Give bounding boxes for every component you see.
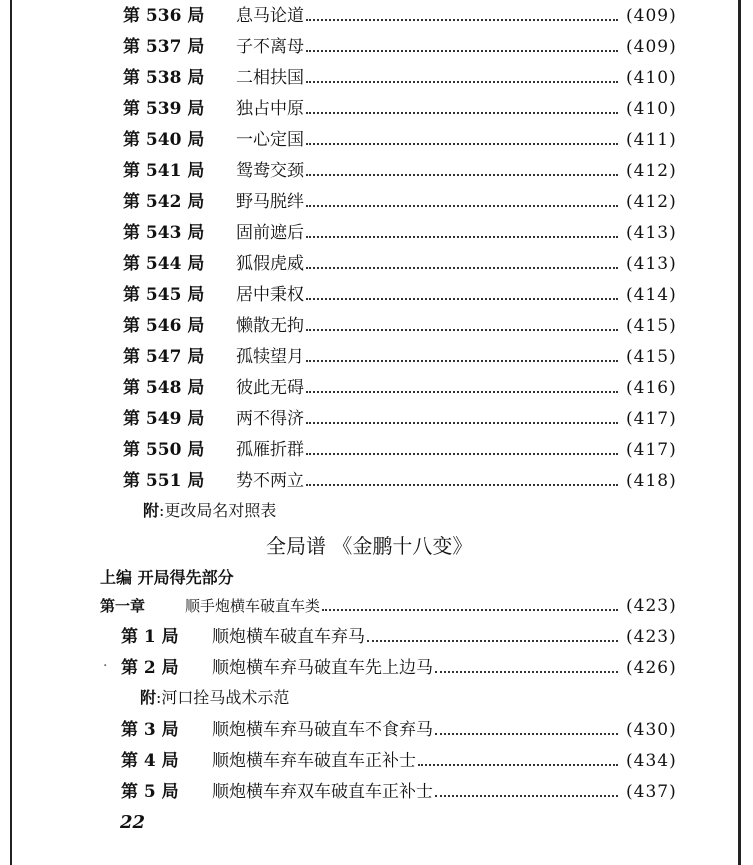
entry-number: 第 539 局	[123, 99, 205, 119]
toc-entry	[0, 64, 753, 92]
toc-entry	[0, 654, 753, 682]
entry-title: 两不得济	[236, 409, 304, 429]
section-title: 全局谱 《金鹏十八变》	[266, 534, 473, 558]
leader-dots	[306, 81, 618, 83]
appendix-note-river-tactic: 附:河口拴马战术示范	[140, 688, 290, 707]
toc-entry	[0, 436, 753, 464]
entry-title: 居中秉权	[236, 285, 304, 305]
entry-page: (415)	[626, 347, 677, 367]
leader-dots	[306, 267, 618, 269]
entry-title: 势不两立	[236, 471, 304, 491]
entry-page: (410)	[626, 68, 677, 88]
leader-dots	[306, 236, 618, 238]
entry-title: 顺炮横车破直车弃马	[212, 627, 365, 647]
entry-page: (415)	[626, 316, 677, 336]
entry-number: 第 5 局	[121, 782, 179, 802]
entry-page: (413)	[626, 254, 677, 274]
entry-title: 彼此无碍	[236, 378, 304, 398]
entry-page: (417)	[626, 409, 677, 429]
entry-page: (411)	[626, 130, 677, 150]
entry-title: 孤雁折群	[236, 440, 304, 460]
toc-entry	[0, 467, 753, 495]
leader-dots	[322, 609, 618, 611]
entry-title: 独占中原	[236, 99, 304, 119]
toc-entry	[0, 188, 753, 216]
entry-page: (418)	[626, 471, 677, 491]
leader-dots	[367, 640, 618, 642]
toc-entry	[0, 312, 753, 340]
entry-number: 第 542 局	[123, 192, 205, 212]
leader-dots	[306, 329, 618, 331]
toc-entry	[0, 747, 753, 775]
entry-page: (412)	[626, 161, 677, 181]
entry-number: 第 548 局	[123, 378, 205, 398]
entry-page: (409)	[626, 6, 677, 26]
entry-page: (412)	[626, 192, 677, 212]
leader-dots	[306, 19, 618, 21]
entry-number: 第 549 局	[123, 409, 205, 429]
entry-number: 第 4 局	[121, 751, 179, 771]
entry-title: 二相扶国	[236, 68, 304, 88]
leader-dots	[306, 360, 618, 362]
page-number: 22	[120, 812, 146, 833]
toc-entry	[0, 95, 753, 123]
entry-number: 第 545 局	[123, 285, 205, 305]
entry-page: (413)	[626, 223, 677, 243]
leader-dots	[306, 298, 618, 300]
entry-title: 懒散无拘	[236, 316, 304, 336]
toc-entry	[0, 2, 753, 30]
entry-number: 第 538 局	[123, 68, 205, 88]
entry-title: 鸳鸯交颈	[236, 161, 304, 181]
entry-number: 第 541 局	[123, 161, 205, 181]
toc-entry	[0, 219, 753, 247]
entry-title: 孤犊望月	[236, 347, 304, 367]
toc-entry	[0, 281, 753, 309]
leader-dots	[306, 112, 618, 114]
entry-page: (409)	[626, 37, 677, 57]
entry-title: 顺炮横车弃车破直车正补士	[212, 751, 416, 771]
entry-title: 野马脱绊	[236, 192, 304, 212]
toc-entry	[0, 343, 753, 371]
leader-dots	[306, 391, 618, 393]
leader-dots	[306, 50, 618, 52]
entry-number: 第 550 局	[123, 440, 205, 460]
entry-page: (416)	[626, 378, 677, 398]
toc-entry	[0, 778, 753, 806]
leader-dots	[306, 143, 618, 145]
entry-page: (437)	[626, 782, 677, 802]
entry-number: 第 547 局	[123, 347, 205, 367]
leader-dots	[306, 453, 618, 455]
appendix-note-rename-table: 附:更改局名对照表	[143, 501, 277, 520]
entry-title: 顺炮横车弃双车破直车正补士	[212, 782, 433, 802]
part-title: 上编 开局得先部分	[100, 568, 234, 587]
toc-entry	[0, 157, 753, 185]
toc-entry	[0, 126, 753, 154]
entry-number: 第 537 局	[123, 37, 205, 57]
entry-number: 第 1 局	[121, 627, 179, 647]
leader-dots	[306, 422, 618, 424]
leader-dots	[435, 671, 618, 673]
entry-title: 一心定国	[236, 130, 304, 150]
toc-entry	[0, 374, 753, 402]
entry-number: 第 544 局	[123, 254, 205, 274]
leader-dots	[435, 733, 618, 735]
entry-number: 第 3 局	[121, 720, 179, 740]
entry-title: 狐假虎威	[236, 254, 304, 274]
toc-entry	[0, 33, 753, 61]
toc-entry	[0, 250, 753, 278]
toc-entry	[0, 716, 753, 744]
entry-number: 第 2 局	[121, 658, 179, 678]
entry-title: 固前遮后	[236, 223, 304, 243]
leader-dots	[306, 205, 618, 207]
entry-number: 第 546 局	[123, 316, 205, 336]
entry-page: (430)	[626, 720, 677, 740]
leader-dots	[306, 484, 618, 486]
toc-chapter-1	[0, 592, 753, 620]
toc-entry	[0, 623, 753, 651]
entry-title: 顺炮横车弃马破直车不食弃马	[212, 720, 433, 740]
entry-number: 第 536 局	[123, 6, 205, 26]
entry-title: 息马论道	[236, 6, 304, 26]
entry-page: (426)	[626, 658, 677, 678]
entry-title: 顺炮横车弃马破直车先上边马	[212, 658, 433, 678]
stray-print-mark: ·	[103, 658, 108, 674]
entry-page: (423)	[626, 627, 677, 647]
entry-number: 第 551 局	[123, 471, 205, 491]
entry-page: (417)	[626, 440, 677, 460]
chapter-number: 第一章	[100, 597, 146, 615]
entry-page: (434)	[626, 751, 677, 771]
entry-title: 子不离母	[236, 37, 304, 57]
entry-page: (414)	[626, 285, 677, 305]
entry-number: 第 540 局	[123, 130, 205, 150]
entry-page: (410)	[626, 99, 677, 119]
leader-dots	[306, 174, 618, 176]
toc-entry	[0, 405, 753, 433]
leader-dots	[435, 795, 618, 797]
chapter-title: 顺手炮横车破直车类	[185, 597, 321, 615]
leader-dots	[418, 764, 618, 766]
entry-number: 第 543 局	[123, 223, 205, 243]
chapter-page: (423)	[626, 596, 677, 616]
